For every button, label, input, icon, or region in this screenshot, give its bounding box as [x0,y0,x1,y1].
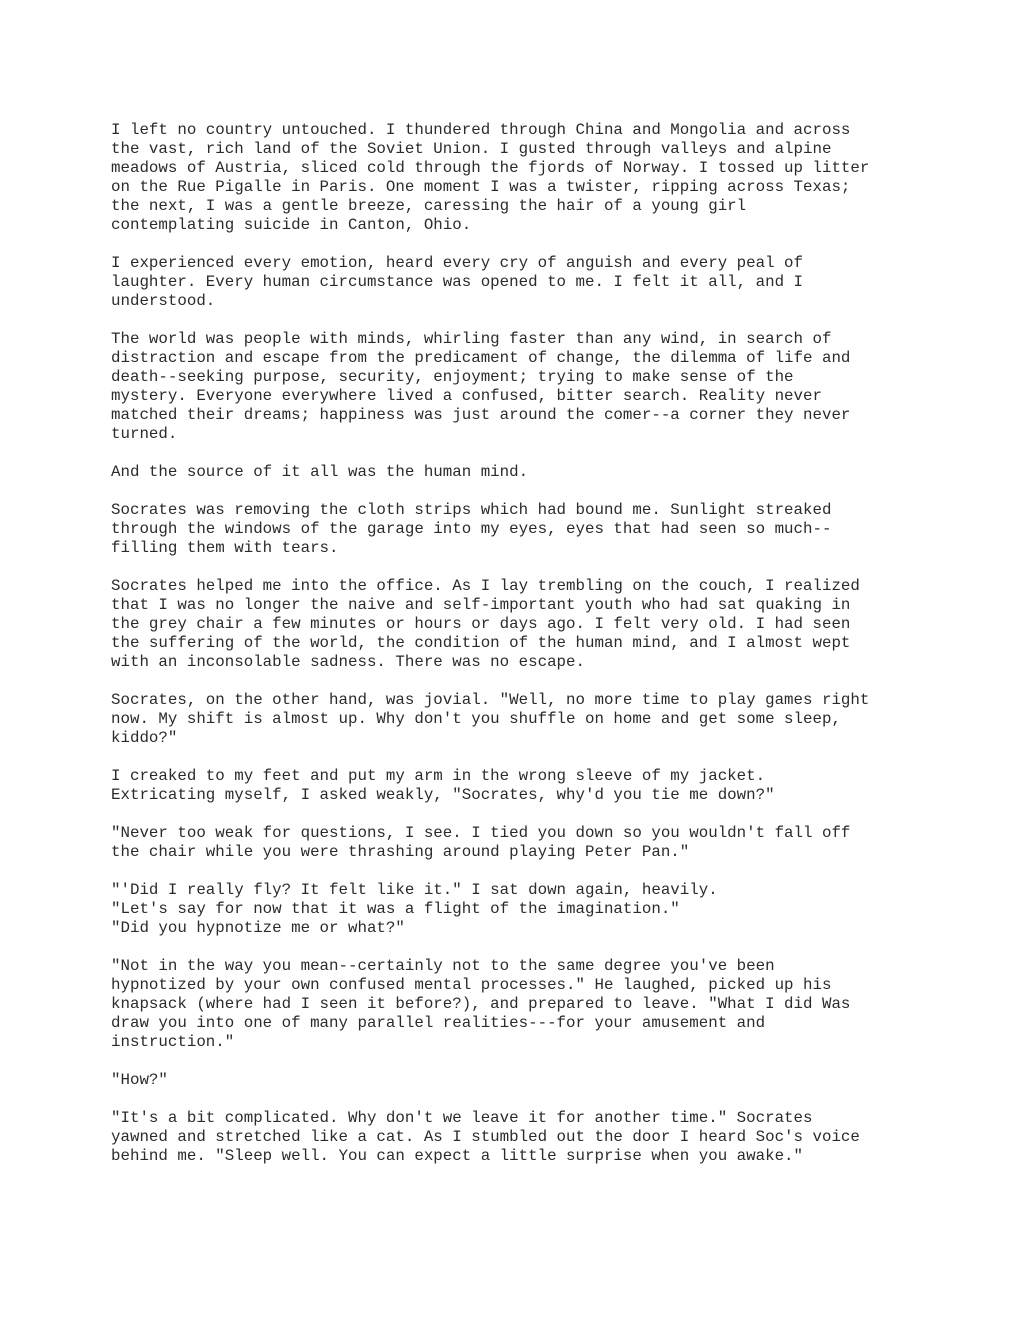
paragraph-10: "'Did I really fly? It felt like it." I sat down again, heavily. "Let's say for now that it was a flight of the imagination." "Did you hypnotize me or what?" [111,881,718,937]
paragraph-8: I creaked to my feet and put my arm in the wrong sleeve of my jacket. Extricating myself, I asked weakly, "Socrates, why'd you tie me down?" [111,767,775,804]
paragraph-5: Socrates was removing the cloth strips which had bound me. Sunlight streaked through the windows of the garage into my eyes, eyes that had seen so much-- filling them with tears. [111,501,832,557]
document-page [111,121,931,1185]
paragraph-1: I left no country untouched. I thundered through China and Mongolia and across the vast, rich land of the Soviet Union. I gusted through valleys and alpine meadows of Austria, sliced cold through the fjords of Norway. I tossed up litter on the Rue Pigalle in Paris. One moment I was a twister, ripping across Texas; the next, I was a gentle breeze, caressing the hair of a young girl contemplating suicide in Canton, Ohio. [111,121,870,234]
paragraph-12: "How?" [111,1071,168,1089]
paragraph-6: Socrates helped me into the office. As I lay trembling on the couch, I realized that I was no longer the naive and self-important youth who had sat quaking in the grey chair a few minutes or hours or days ago. I felt very old. I had seen the suffering of the world, the condition of the human mind, and I almost wept with an inconsolable sadness. There was no escape. [111,577,860,671]
paragraph-9: "Never too weak for questions, I see. I tied you down so you wouldn't fall off the chair while you were thrashing around playing Peter Pan." [111,824,851,861]
paragraph-13: "It's a bit complicated. Why don't we leave it for another time." Socrates yawned and stretched like a cat. As I stumbled out the door I heard Soc's voice behind me. "Sleep well. You can expect a little surprise when you awake." [111,1109,860,1165]
paragraph-7: Socrates, on the other hand, was jovial. "Well, no more time to play games right now. My shift is almost up. Why don't you shuffle on home and get some sleep, kiddo?" [111,691,870,747]
paragraph-2: I experienced every emotion, heard every cry of anguish and every peal of laughter. Every human circumstance was opened to me. I felt it all, and I understood. [111,254,804,310]
paragraph-4: And the source of it all was the human mind. [111,463,529,481]
paragraph-11: "Not in the way you mean--certainly not to the same degree you've been hypnotized by your own confused mental processes." He laughed, picked up his knapsack (where had I seen it before?), and prepared to leave. "What I did Was draw you into one of many parallel realities---for your amusement and instruction." [111,957,851,1051]
paragraph-3: The world was people with minds, whirling faster than any wind, in search of distraction and escape from the predicament of change, the dilemma of life and death--seeking purpose, security, enjoyment; trying to make sense of the mystery. Everyone everywhere lived a confused, bitter search. Reality never matched their dreams; happiness was just around the comer--a corner they never turned. [111,330,851,443]
